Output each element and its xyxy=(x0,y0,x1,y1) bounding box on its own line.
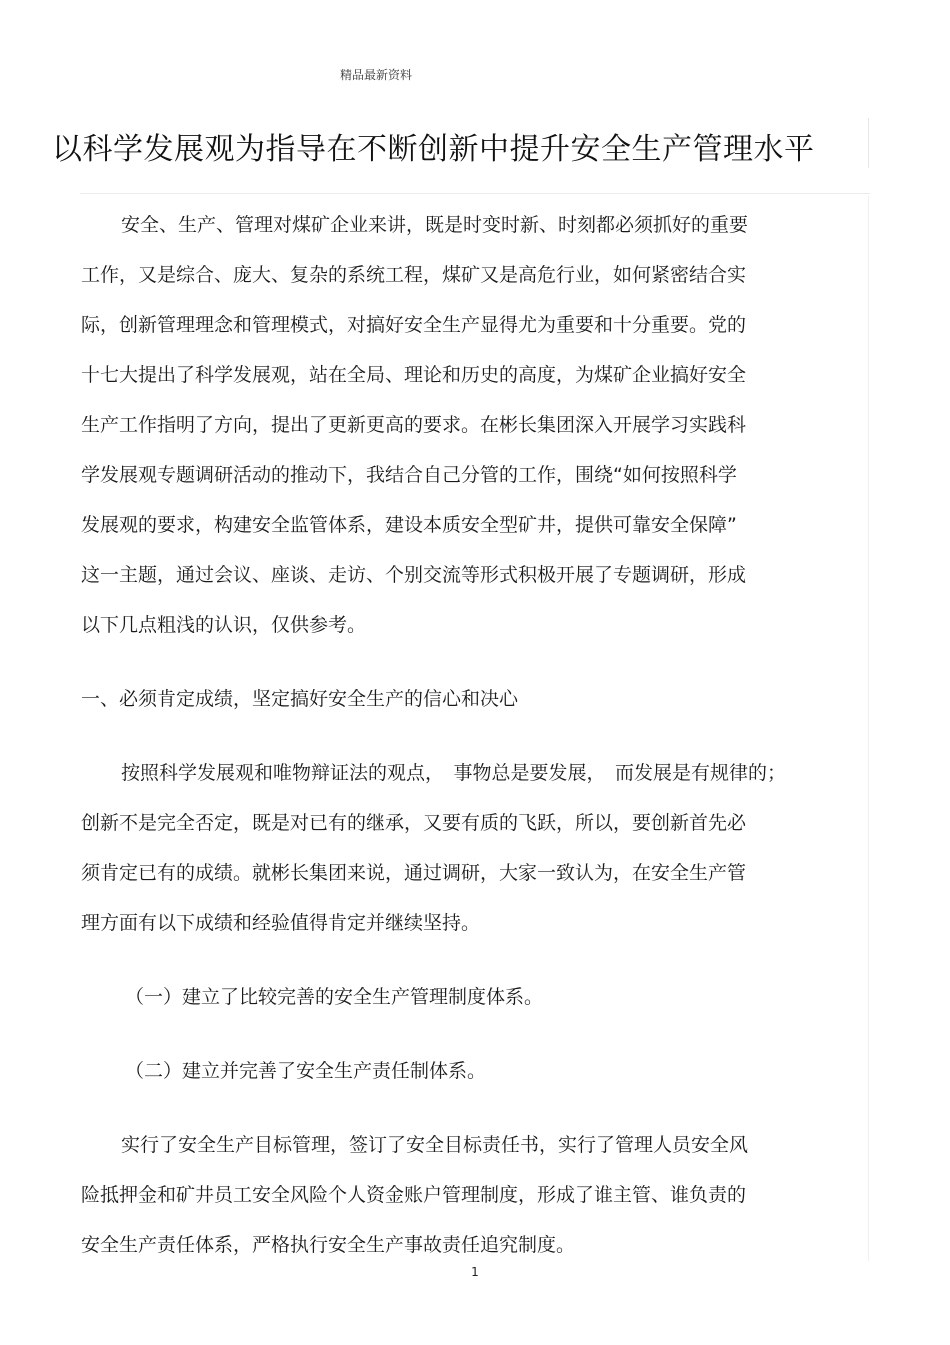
text-line: 工作，又是综合、庞大、复杂的系统工程，煤矿又是高危行业，如何紧密结合实 xyxy=(81,264,747,286)
spacer xyxy=(81,948,841,972)
text-line: 安全、生产、管理对煤矿企业来讲，既是时变时新、时刻都必须抓好的重要 xyxy=(121,214,749,236)
spacer xyxy=(81,1022,841,1046)
top-rule xyxy=(80,193,870,194)
header-note: 精品最新资料 xyxy=(340,68,413,82)
document-body xyxy=(81,200,841,1270)
text-line: 这一主题，通过会议、座谈、走访、个别交流等形式积极开展了专题调研，形成 xyxy=(81,564,747,586)
text-line: 险抵押金和矿井员工安全风险个人资金账户管理制度，形成了谁主管、谁负责的 xyxy=(81,1184,747,1206)
page-number: 1 xyxy=(471,1265,479,1279)
document-title: 以科学发展观为指导在不断创新中提升安全生产管理水平 xyxy=(52,132,815,167)
text-line: 发展观的要求，构建安全监管体系，建设本质安全型矿井，提供可靠安全保障” xyxy=(81,514,737,536)
spacer xyxy=(81,724,841,748)
text-line: 以下几点粗浅的认识，仅供参考。 xyxy=(81,614,367,636)
title-right-rule xyxy=(868,118,869,168)
subheading-1: （一）建立了比较完善的安全生产管理制度体系。 xyxy=(125,986,544,1008)
subheading-2: （二）建立并完善了安全生产责任制体系。 xyxy=(125,1060,487,1082)
paragraph-responsibility xyxy=(81,1120,841,1270)
text-line: 安全生产责任体系，严格执行安全生产事故责任追究制度。 xyxy=(81,1234,576,1256)
spacer xyxy=(81,650,841,674)
text-line: 须肯定已有的成绩。就彬长集团来说，通过调研，大家一致认为，在安全生产管 xyxy=(81,862,747,884)
paragraph-intro xyxy=(81,200,841,650)
body-right-rule xyxy=(868,196,869,1261)
spacer xyxy=(81,1096,841,1120)
text-line: 学发展观专题调研活动的推动下，我结合自己分管的工作，围绕“如何按照科学 xyxy=(81,464,737,486)
text-line: 创新不是完全否定，既是对已有的继承，又要有质的飞跃，所以，要创新首先必 xyxy=(81,812,747,834)
text-line: 按照科学发展观和唯物辩证法的观点， 事物总是要发展， 而发展是有规律的； xyxy=(121,762,787,784)
text-line: 实行了安全生产目标管理，签订了安全目标责任书，实行了管理人员安全风 xyxy=(121,1134,749,1156)
section-heading: 一、必须肯定成绩，坚定搞好安全生产的信心和决心 xyxy=(81,688,519,710)
paragraph-achievements xyxy=(81,748,841,948)
text-line: 十七大提出了科学发展观，站在全局、理论和历史的高度，为煤矿企业搞好安全 xyxy=(81,364,747,386)
text-line: 理方面有以下成绩和经验值得肯定并继续坚持。 xyxy=(81,912,481,934)
text-line: 生产工作指明了方向，提出了更新更高的要求。在彬长集团深入开展学习实践科 xyxy=(81,414,747,436)
text-line: 际，创新管理理念和管理模式，对搞好安全生产显得尤为重要和十分重要。党的 xyxy=(81,314,747,336)
